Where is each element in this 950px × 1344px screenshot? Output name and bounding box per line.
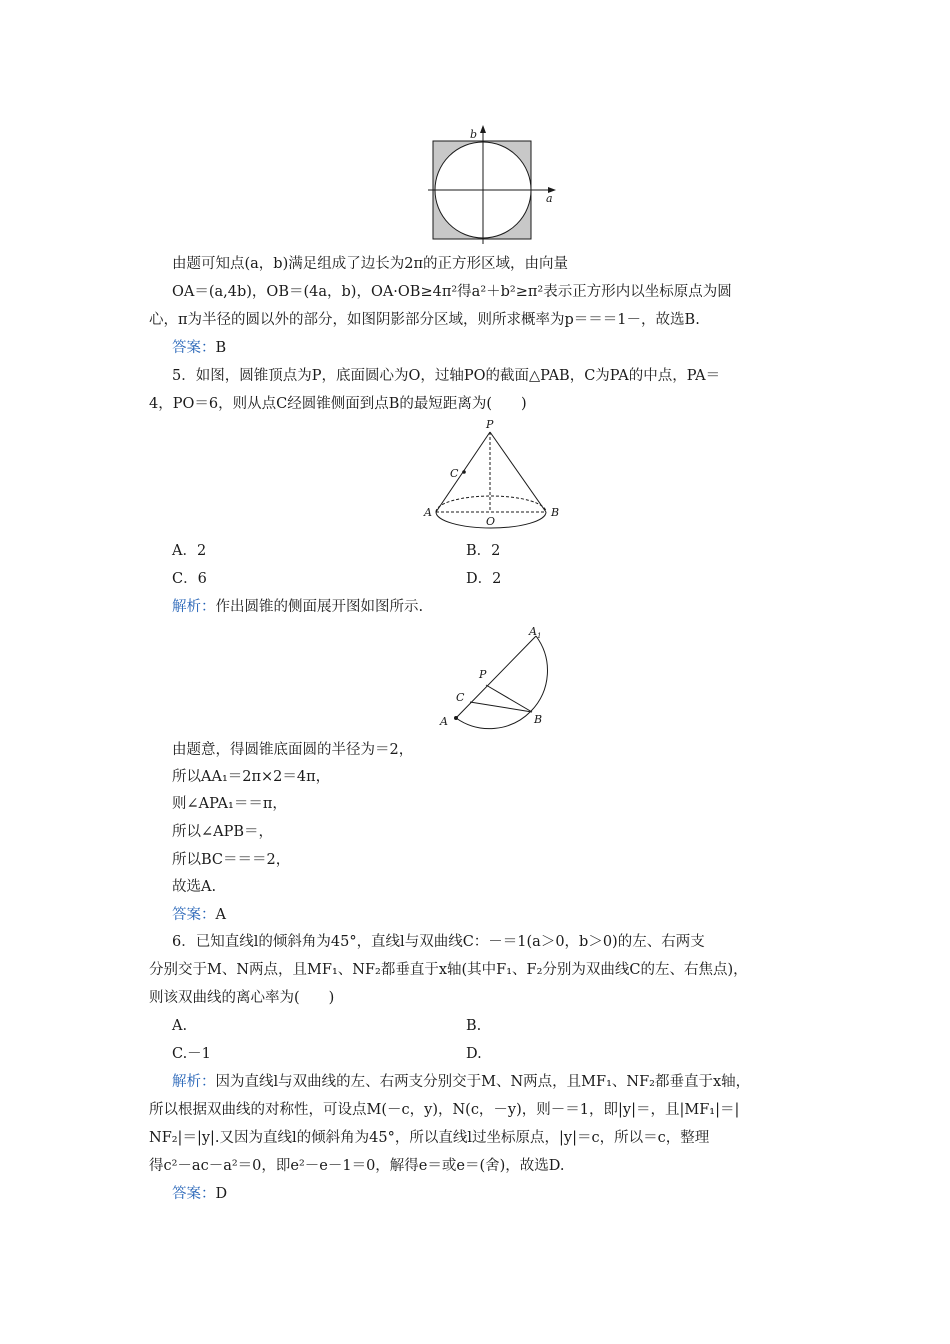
q5-option-c: C．6 bbox=[172, 571, 207, 587]
q6-stem-line2: 分别交于M、N两点，且MF₁、NF₂都垂直于x轴(其中F₁、F₂分别为双曲线C的左、右焦点)， bbox=[149, 962, 748, 978]
q6-analysis-line3: NF₂|＝|y|.又因为直线l的倾斜角为45°，所以直线l过坐标原点，|y|＝c，所以＝c，整理 bbox=[149, 1130, 710, 1146]
q4-answer bbox=[172, 338, 226, 358]
q4-line2: OA＝(a,4b)，OB＝(4a，b)，OA·OB≥4π²得a²＋b²≥π²表示正方形内以坐标原点为圆 bbox=[172, 284, 732, 300]
answer-value: D bbox=[215, 1186, 228, 1202]
analysis-text: 作出圆锥的侧面展开图如图所示. bbox=[215, 599, 424, 615]
q5-stem-line1: 5．如图，圆锥顶点为P，底面圆心为O，过轴PO的截面△PAB，C为PA的中点，PA＝ bbox=[172, 368, 721, 384]
analysis-label: 解析： bbox=[172, 599, 216, 615]
cone-label-a: A bbox=[424, 506, 432, 519]
cone-label-c: C bbox=[450, 467, 459, 480]
cone-label-p: P bbox=[486, 418, 494, 431]
answer-label: 答案： bbox=[172, 907, 216, 923]
q5-option-d: D．2 bbox=[466, 571, 502, 587]
q5-option-b: B．2 bbox=[466, 543, 501, 559]
q6-option-b: B. bbox=[466, 1018, 482, 1034]
cone-label-o: O bbox=[486, 515, 496, 528]
answer-value: B bbox=[215, 340, 227, 356]
q5-step5: 所以BC＝＝＝2， bbox=[172, 852, 291, 868]
q6-stem-line1: 6．已知直线l的倾斜角为45°，直线l与双曲线C：－＝1(a＞0，b＞0)的左、右两支 bbox=[172, 934, 705, 950]
answer-label: 答案： bbox=[172, 1186, 216, 1202]
q6-option-c: C.－1 bbox=[172, 1046, 211, 1062]
q5-step4: 所以∠APB＝， bbox=[172, 824, 274, 840]
q6-analysis-line4: 得c²－ac－a²＝0，即e²－e－1＝0，解得e＝或e＝(舍)，故选D. bbox=[149, 1158, 565, 1174]
q6-analysis-line1 bbox=[172, 1072, 750, 1092]
q6-option-a: A. bbox=[172, 1018, 188, 1034]
q4-line3: 心，π为半径的圆以外的部分，如图阴影部分区域，则所求概率为p＝＝＝1－，故选B. bbox=[149, 312, 700, 328]
sector-label-c: C bbox=[456, 691, 465, 704]
q6-option-d: D. bbox=[466, 1046, 482, 1062]
axis-label-b: b bbox=[470, 128, 478, 141]
sector-label-a: A bbox=[440, 715, 448, 728]
q4-line1: 由题可知点(a，b)满足组成了边长为2π的正方形区域，由向量 bbox=[172, 256, 568, 272]
answer-value: A bbox=[215, 907, 226, 923]
q5-step3: 则∠APA₁＝＝π， bbox=[172, 796, 287, 812]
axis-label-a: a bbox=[546, 192, 553, 205]
q5-analysis bbox=[172, 597, 423, 617]
q5-answer bbox=[172, 905, 226, 925]
q5-step1: 由题意，得圆锥底面圆的半径为＝2， bbox=[172, 742, 414, 758]
sector-label-p: P bbox=[479, 668, 487, 681]
figure-square-circle bbox=[420, 122, 560, 244]
q5-step2: 所以AA₁＝2π×2＝4π， bbox=[172, 769, 331, 785]
figure-sector bbox=[436, 622, 556, 734]
answer-label: 答案： bbox=[172, 340, 216, 356]
analysis-text: 因为直线l与双曲线的左、右两支分别交于M、N两点，且MF₁、NF₂都垂直于x轴， bbox=[215, 1074, 751, 1090]
sector-label-a1: $A_1$ bbox=[529, 625, 542, 640]
cone-label-b: B bbox=[551, 506, 560, 519]
analysis-label: 解析： bbox=[172, 1074, 216, 1090]
q6-stem-line3: 则该双曲线的离心率为( ) bbox=[149, 990, 335, 1006]
q5-option-a: A．2 bbox=[172, 543, 207, 559]
q6-answer bbox=[172, 1184, 227, 1204]
q5-step6: 故选A. bbox=[172, 879, 217, 895]
q5-stem-line2: 4，PO＝6，则从点C经圆锥侧面到点B的最短距离为( ) bbox=[149, 396, 527, 412]
sector-label-b: B bbox=[534, 713, 543, 726]
figure-cone bbox=[418, 418, 568, 533]
q6-analysis-line2: 所以根据双曲线的对称性，可设点M(－c，y)，N(c，－y)，则－＝1，即|y|＝，且|MF₁|＝| bbox=[149, 1102, 740, 1118]
